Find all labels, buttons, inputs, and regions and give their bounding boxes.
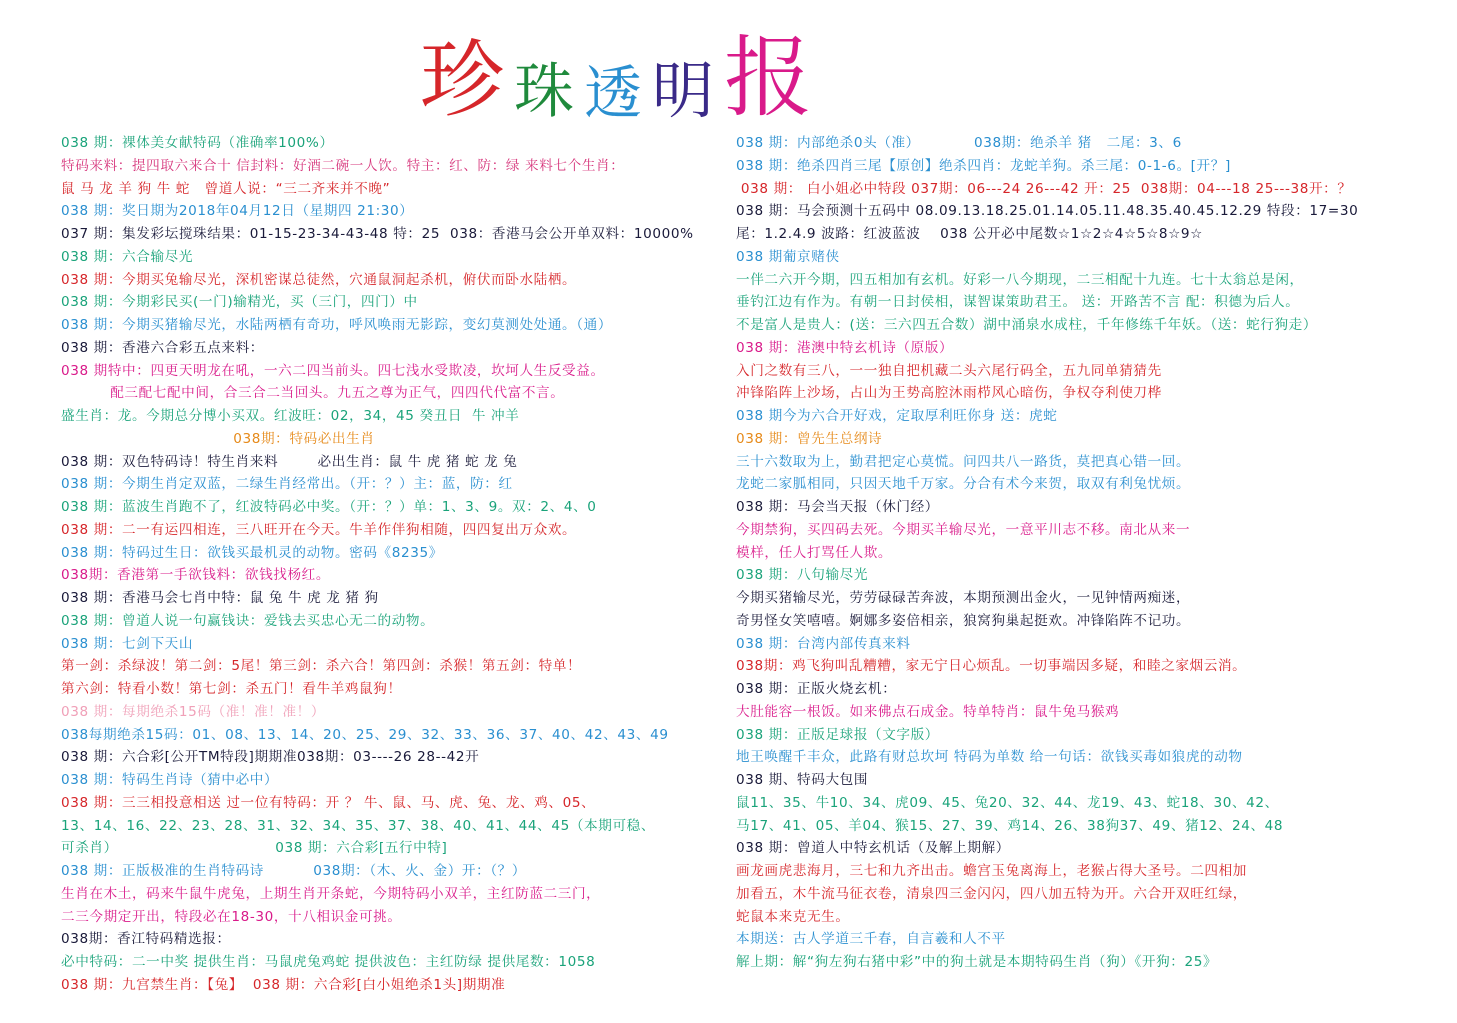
text-line: 038期：特码必出生肖 (61, 430, 375, 447)
text-line: 垂钓江边有作为。有朝一日封侯相，谋智谋策助君王。 送：开路苦不言 配：积德为后人。 (736, 294, 1300, 311)
text-line: 038 期：今期生肖定双蓝，二绿生肖经常出。（开：？）主：蓝，防：红 (61, 476, 513, 493)
text-line: 画龙画虎悲海月，三七和九齐出击。蟾宫玉兔离海上，老猴占得大圣号。二四相加 (736, 863, 1247, 879)
text-line: 038 期：香港六合彩五点来料： (61, 339, 264, 356)
text-line: 入门之数有三八，一一独自把机藏二头六尾行码全，五九同单猜猜先 (736, 362, 1162, 379)
title-char: 透 (584, 59, 643, 127)
text-line: 三十六数取为上，勤君把定心莫慌。问四共八一路货，莫把真心错一回。 (736, 453, 1191, 470)
text-line: 不是富人是贵人：(送：三六四五合数）湖中涌泉水成柱，千年修练千年妖。（送：蛇行狗走） (736, 317, 1318, 333)
text-line: 038 期：正版极准的生肖特码诗 038期：（木、火、金）开：（？） (61, 863, 527, 879)
title-char: 珍 (420, 31, 505, 129)
text-line: 038 期：香港马会七肖中特：鼠 兔 牛 虎 龙 猪 狗 (61, 590, 379, 606)
text-line: 038 期：曾道人说一句赢钱诀：爱钱去买忠心无二的动物。 (61, 612, 435, 629)
text-line: 038每期绝杀15码：01、08、13、14、20、25、29、32、33、36、37、40、42、43、49 (61, 726, 669, 743)
text-line: 大肚能容一根饭。如来佛点石成金。特单特肖：鼠牛兔马猴鸡 (736, 703, 1120, 720)
text-line: 特码来料：提四取六来合十 信封料：好酒二碗一人饮。特主：红、防：绿 来料七个生肖： (61, 157, 625, 174)
text-line: 038 期：正版火烧玄机： (736, 681, 897, 697)
text-line: 038 期：双色特码诗！特生肖来料 必出生肖：鼠 牛 虎 猪 蛇 龙 兔 (61, 453, 518, 470)
text-line: 038 期：特码过生日：欲钱买最机灵的动物。密码《8235》 (61, 544, 443, 561)
text-line: 一伴二六开今期，四五相加有玄机。好彩一八今期现，二三相配十九连。七十太翁总是闲， (736, 271, 1304, 288)
text-line: 加看五，木牛流马征衣卷，清泉四三金闪闪，四八加五特为开。六合开双旺红绿， (736, 885, 1247, 902)
text-line: 038 期：内部绝杀0头（准） 038期：绝杀羊 猪 二尾：3、6 (736, 135, 1182, 151)
text-line: 038 期：绝杀四肖三尾【原创】绝杀四肖：龙蛇羊狗。杀三尾：0-1-6。[开？] (736, 157, 1231, 174)
text-line: 038 期：今期买兔输尽光，深机密谋总徒然，穴通鼠洞起杀机，俯伏而卧水陆栖。 (61, 271, 577, 288)
text-line: 鼠 马 龙 羊 狗 牛 蛇 曾道人说：“三二齐来并不晚” (61, 180, 391, 197)
text-line: 038 期：裸体美女献特码（准确率100%） (61, 135, 334, 151)
text-line: 配三配七配中间，合三合二当回头。九五之尊为正气，四四代代富不言。 (61, 385, 565, 402)
text-line: 038 期、特码大包围 (736, 772, 869, 788)
text-line: 038期：香江特码精选报： (61, 931, 231, 948)
text-line: 二三今期定开出，特段必在18-30，十八相识金可挑。 (61, 908, 402, 925)
text-line: 奇男怪女笑嘻嘻。婀娜多姿倍相亲，狼窝狗巢起挺欢。冲锋陷阵不记功。 (736, 612, 1191, 629)
text-line: 必中特码：二一中奖 提供生肖：马鼠虎兔鸡蛇 提供波色：主红防绿 提供尾数：1058 (61, 954, 596, 970)
text-line: 尾：1.2.4.9 波路：红波蓝波 038 公开必中尾数☆1☆2☆4☆5☆8☆9☆ (736, 226, 1203, 242)
text-line: 038 期今为六合开好戏，定取厚利旺你身 送：虎蛇 (736, 408, 1058, 424)
text-line: 038 期：正版足球报（文字版） (736, 726, 939, 743)
text-line: 038 期：九宫禁生肖：【兔】 038 期：六合彩[白小姐绝杀1头]期期准 (61, 976, 506, 993)
text-line: 冲锋陷阵上沙场，占山为王势高腔沐雨栉风心暗伤，争权夺利使刀桦 (736, 385, 1162, 402)
text-line: 今期禁狗，买四码去死。今期买羊输尽光，一意平川志不移。南北从来一 (736, 521, 1191, 538)
text-line: 鼠11、35、牛10、34、虎09、45、兔20、32、44、龙19、43、蛇18、30、42、 (736, 794, 1279, 811)
text-line: 037 期：集发彩坛搅珠结果：01-15-23-34-43-48 特：25 038：香港马会公开单双料：10000% (61, 226, 694, 242)
text-line: 038 期：七剑下天山 (61, 635, 194, 652)
text-line: 038 期：马会预测十五码中 08.09.13.18.25.01.14.05.11.48.35.40.45.12.29 特段：17=30 (736, 203, 1359, 220)
page-title (420, 22, 920, 129)
text-line: 13、14、16、22、23、28、31、32、34、35、37、38、40、41、44、45（本期可稳、 (61, 817, 656, 834)
text-line: 038 期：台湾内部传真来料 (736, 635, 911, 652)
text-line: 038 期：马会当天报（休门经） (736, 499, 939, 515)
text-line: 地王唤醒千丰众，此路有财总坎坷 特码为单数 给一句话：欲钱买毒如狼虎的动物 (736, 749, 1243, 766)
text-line: 可杀肖） 038 期：六合彩[五行中特] (61, 840, 448, 857)
text-line: 今期买猪输尽光，劳劳碌碌苦奔波，本期预测出金火，一见钟情两痴迷， (736, 590, 1191, 606)
text-line: 模样，任人打骂任人欺。 (736, 544, 893, 561)
text-line: 038 期：每期绝杀15码（准！准！准！） (61, 703, 326, 720)
text-line: 龙蛇二家胍相同，只因天地千万家。分合有术今来贺，取双有利兔忧烦。 (736, 476, 1191, 493)
text-line: 038 期：特码生肖诗（猜中必中） (61, 772, 279, 788)
text-line: 本期送：古人学道三千春，自言羲和人不平 (736, 931, 1006, 948)
text-line: 蛇鼠本来克无生。 (736, 908, 850, 925)
text-line: 038 期特中：四更天明龙在吼，一六二四当前头。四七浅水受欺凌，坎坷人生反受益。 (61, 362, 605, 379)
text-line: 038 期：曾先生总纲诗 (736, 430, 883, 447)
title-char: 明 (652, 54, 715, 127)
text-line: 第六剑：特看小数！第七剑：杀五门！看牛羊鸡鼠狗！ (61, 681, 402, 697)
text-line: 038 期：港澳中特玄机诗（原版） (736, 339, 954, 356)
right-column (736, 132, 1451, 974)
text-line: 第一剑：杀绿波！第二剑：5尾！第三剑：杀六合！第四剑：杀猴！第五剑：特单！ (61, 658, 582, 675)
text-line: 038 期：今期买猪输尽光，水陆两栖有奇功，呼风唤雨无影踪，变幻莫测处处通。（通） (61, 317, 613, 333)
text-line: 038 期：八句输尽光 (736, 567, 869, 584)
text-line: 038 期：蓝波生肖跑不了，红波特码必中奖。（开：？）单：1、3、9。双：2、4、0 (61, 499, 597, 515)
text-line: 038 期：六合输尽光 (61, 248, 194, 265)
text-line: 038 期葡京赌侠 (736, 248, 840, 265)
text-line: 038 期：曾道人中特玄机话（及解上期解） (736, 840, 1010, 857)
text-line: 马17、41、05、羊04、猴15、27、39、鸡14、26、38狗37、49、猪12、24、48 (736, 817, 1284, 834)
text-line: 038 期：六合彩[公开TM特段]期期准038期：03----26 28--42开 (61, 749, 480, 766)
left-column (61, 132, 731, 997)
text-line: 解上期：解“狗左狗右猪中彩”中的狗土就是本期特码生肖（狗）《开狗：25》 (736, 954, 1218, 970)
text-line: 038期：鸡飞狗叫乱糟糟，家无宁日心烦乱。一切事端因多疑，和睦之家烟云消。 (736, 658, 1247, 675)
text-line: 生肖在木土，码来牛鼠牛虎兔，上期生肖开条蛇，今期特码小双羊，主红防蓝二三门， (61, 885, 601, 902)
title-char: 珠 (514, 57, 575, 127)
text-line: 038 期：三三相投意相送 过一位有特码：开 ？ 牛、鼠、马、虎、兔、龙、鸡、05、 (61, 794, 596, 811)
text-line: 038 期：奖日期为2018年04月12日（星期四 21:30） (61, 203, 414, 220)
title-char: 报 (724, 26, 813, 129)
text-line: 038期：香港第一手欲钱料：欲钱找杨红。 (61, 567, 331, 584)
text-line: 038 期：二一有运四相连，三八旺开在今天。牛羊作伴狗相随，四四复出万众欢。 (61, 521, 577, 538)
text-line: 盛生肖：龙。今期总分博小买双。红波旺：02，34，45 癸丑日 牛 冲羊 (61, 408, 520, 424)
text-line: 038 期：今期彩民买(一门)输精光，买（三门，四门）中 (61, 294, 418, 311)
text-line: 038 期： 白小姐必中特段 037期：06---24 26---42 开：25 038期：04---18 25---38开：？ (736, 180, 1352, 197)
